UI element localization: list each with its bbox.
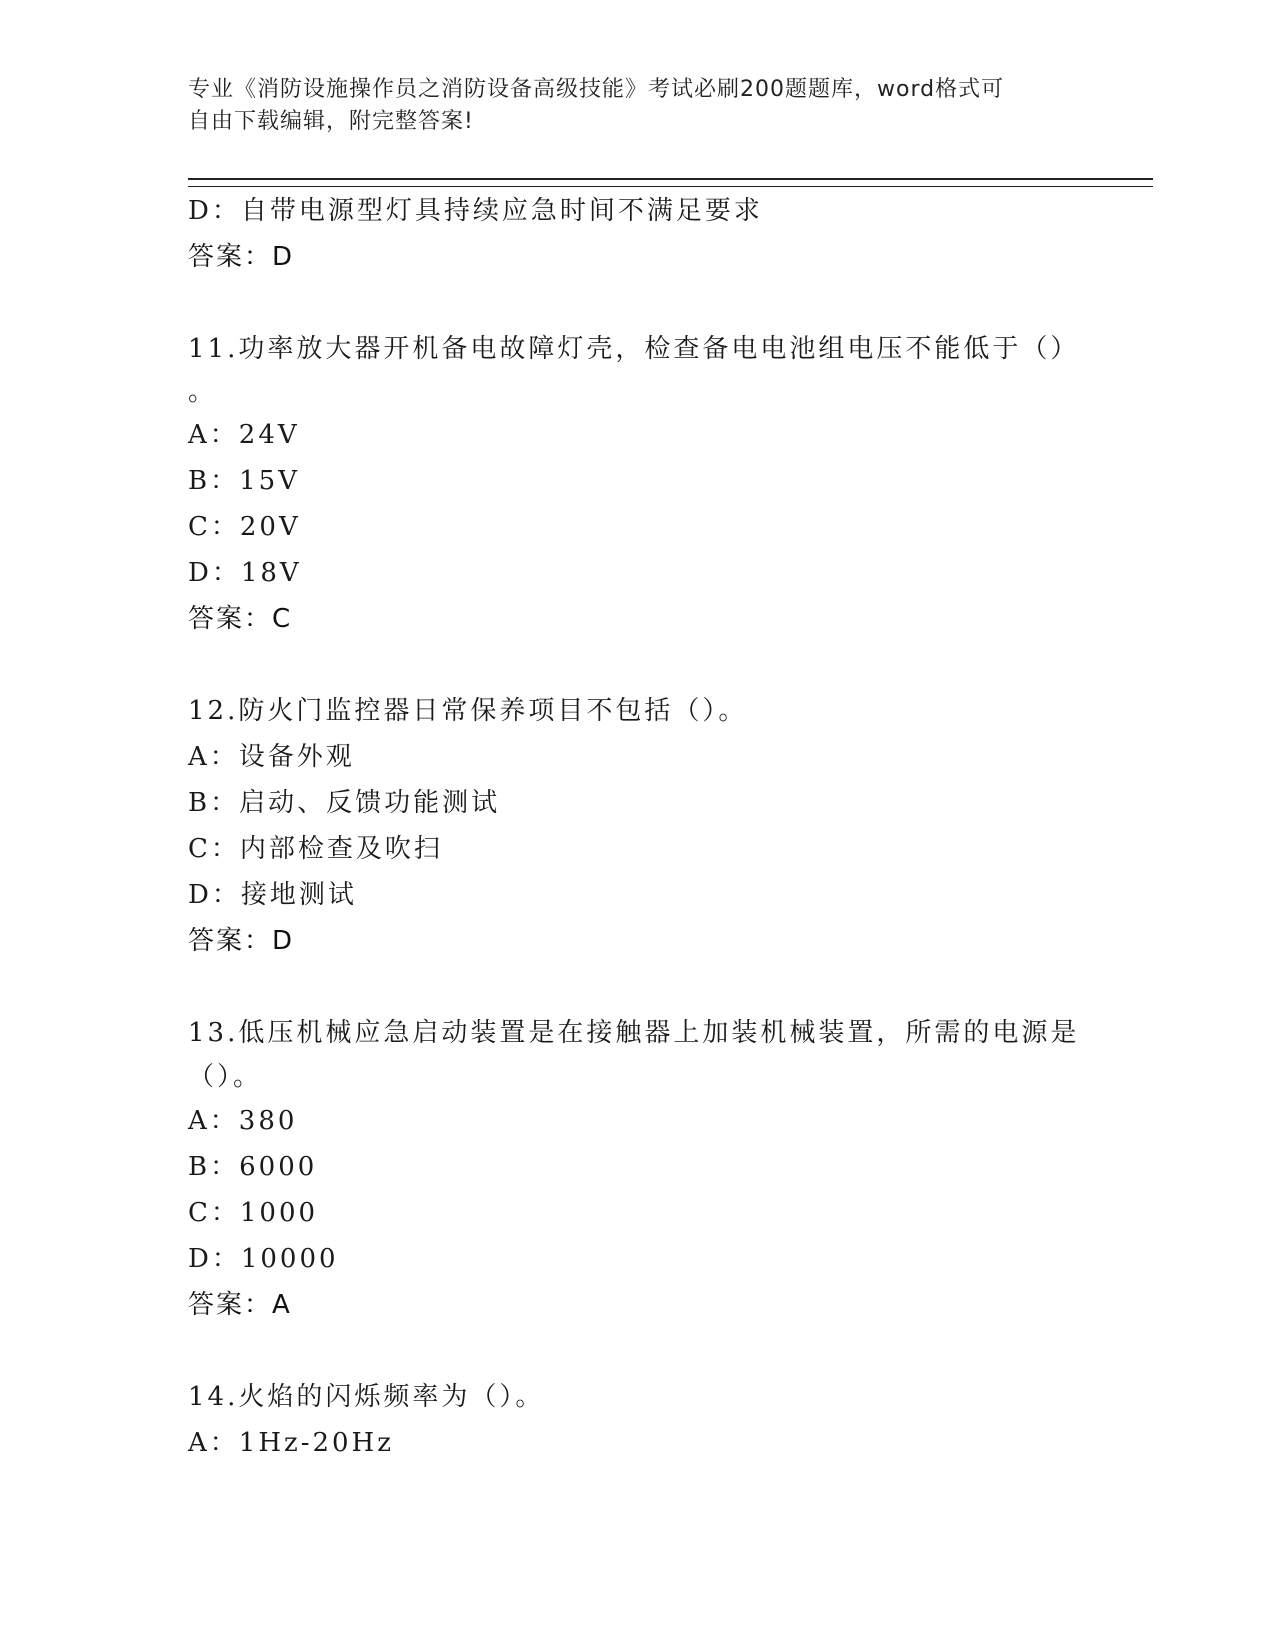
- document-body: [188, 188, 1108, 1466]
- header-line-1: 专业《消防设施操作员之消防设备高级技能》考试必刷200题题库，word格式可: [188, 77, 1005, 102]
- question-14: [188, 1374, 1108, 1466]
- answer: 答案：A: [188, 1290, 292, 1320]
- option-a: A：24V: [188, 420, 300, 450]
- option-c: C：内部检查及吹扫: [188, 834, 443, 864]
- option-a: A：设备外观: [188, 742, 355, 772]
- option-b: B：6000: [188, 1152, 318, 1182]
- spacer: [188, 280, 1108, 326]
- option-b: B：启动、反馈功能测试: [188, 788, 501, 818]
- question-stem-continued: （）。: [188, 1062, 263, 1092]
- spacer: [188, 964, 1108, 1010]
- option-a: A：380: [188, 1106, 298, 1136]
- question-12: [188, 688, 1108, 964]
- header-line-2: 自由下载编辑，附完整答案!: [188, 109, 474, 134]
- option-b: B：15V: [188, 466, 300, 496]
- answer: 答案：C: [188, 604, 293, 634]
- question-13: [188, 1010, 1108, 1328]
- answer: 答案：D: [188, 926, 295, 956]
- option-c: C：1000: [188, 1198, 319, 1228]
- option-d: D：10000: [188, 1244, 339, 1274]
- document-header: [188, 74, 1068, 138]
- option-d: D：接地测试: [188, 880, 357, 910]
- spacer: [188, 642, 1108, 688]
- header-divider: [188, 178, 1153, 187]
- question-stem: 13.低压机械应急启动装置是在接触器上加装机械装置，所需的电源是: [188, 1018, 1080, 1048]
- continued-option-d: D：自带电源型灯具持续应急时间不满足要求: [188, 196, 763, 226]
- option-d: D：18V: [188, 558, 302, 588]
- question-stem: 11.功率放大器开机备电故障灯壳，检查备电电池组电压不能低于（）: [188, 334, 1080, 364]
- option-c: C：20V: [188, 512, 301, 542]
- option-a: A：1Hz-20Hz: [188, 1428, 394, 1458]
- question-stem: 14.火焰的闪烁频率为（）。: [188, 1382, 545, 1412]
- continued-answer: 答案：D: [188, 242, 295, 272]
- question-stem-continued: 。: [188, 377, 218, 407]
- question-stem: 12.防火门监控器日常保养项目不包括（）。: [188, 696, 748, 726]
- question-11: [188, 326, 1108, 642]
- spacer: [188, 1328, 1108, 1374]
